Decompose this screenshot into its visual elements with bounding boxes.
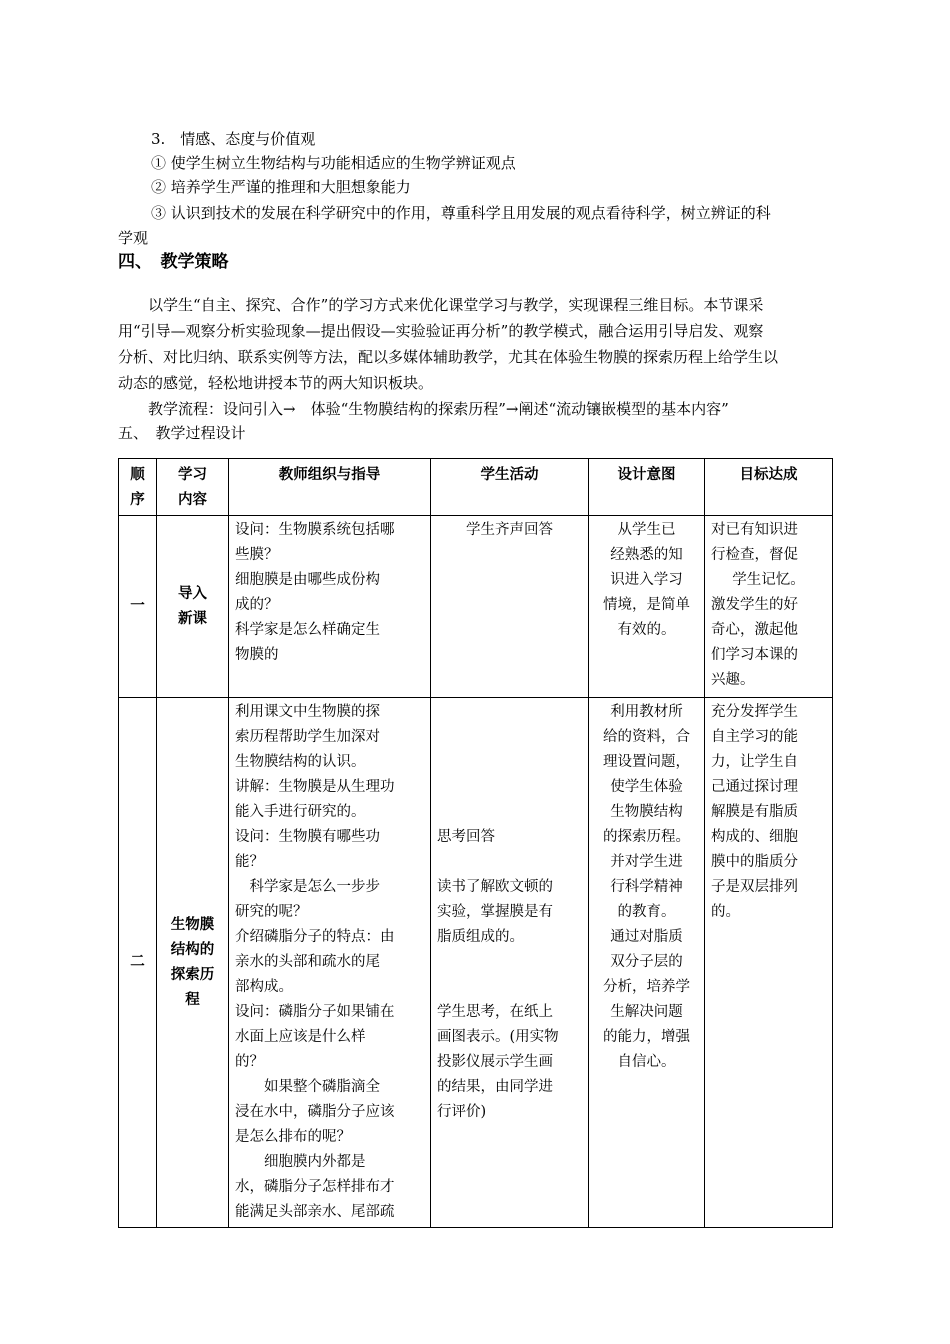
row2-seq: 二 (119, 698, 157, 1228)
section3-title: 3. 情感、态度与价值观 (151, 130, 316, 148)
section4-heading: 四、 教学策略 (118, 252, 229, 272)
section4-line-3: 分析、对比归纳、联系实例等方法，配以多媒体辅助教学，尤其在体验生物膜的探索历程上给学生以 (118, 348, 779, 366)
section4-line-2: 用“引导—观察分析实验现象—提出假设—实验验证再分析”的教学模式，融合运用引导启发、观察 (118, 322, 764, 340)
row1-seq: 一 (119, 516, 157, 698)
section4-line-4: 动态的感觉，轻松地讲授本节的两大知识板块。 (118, 374, 434, 392)
row1-topic: 导入 新课 (157, 516, 229, 698)
row2-goal: 充分发挥学生 自主学习的能 力，让学生自 己通过探讨理 解膜是有脂质 构成的、细胞 膜中的脂质分 子是双层排列 的。 (705, 698, 833, 1228)
row1-teacher: 设问：生物膜系统包括哪 些膜？ 细胞膜是由哪些成份构 成的？ 科学家是怎么样确定生 物膜的 (229, 516, 431, 698)
section3-item-3-cont: 学观 (118, 229, 149, 247)
table-header-row (119, 459, 833, 516)
row1-goal: 对已有知识进 行检查，督促 学生记忆。 激发学生的好 奇心，激起他 们学习本课的 兴趣。 (705, 516, 833, 698)
header-intent: 设计意图 (589, 459, 705, 516)
header-student: 学生活动 (431, 459, 589, 516)
row2-student: 思考回答 读书了解欧文顿的 实验，掌握膜是有 脂质组成的。 学生思考，在纸上 画图表示。(用实物 投影仪展示学生画 的结果，由同学进 行评价) (431, 698, 589, 1228)
header-content: 学习 内容 (157, 459, 229, 516)
row2-teacher: 利用课文中生物膜的探 索历程帮助学生加深对 生物膜结构的认识。 讲解：生物膜是从生理功 能入手进行研究的。 设问：生物膜有哪些功 能？ 科学家是怎么一步步 研究的呢？ 介绍磷脂分子的特点：由 亲水的头部和疏水的尾 部构成。 设问：磷脂分子如果铺在 水面上应该是什么样 的？ 如果整个磷脂滴全 浸在水中，磷脂分子应该 是怎么排布的呢？ 细胞膜内外都是 水，磷脂分子怎样排布才 能满足头部亲水、尾部疏 (229, 698, 431, 1228)
header-goal: 目标达成 (705, 459, 833, 516)
section3-item-3: ③ 认识到技术的发展在科学研究中的作用，尊重科学且用发展的观点看待科学，树立辨证的科 (151, 204, 771, 222)
teaching-process-table (118, 458, 833, 1228)
section4-line-1: 以学生“自主、探究、合作”的学习方式来优化课堂学习与教学，实现课程三维目标。本节课采 (118, 296, 764, 314)
row1-student: 学生齐声回答 (431, 516, 589, 698)
table-row (119, 516, 833, 698)
row2-intent: 利用教材所 给的资料，合 理设置问题， 使学生体验 生物膜结构 的探索历程。 并对学生进 行科学精神 的教育。 通过对脂质 双分子层的 分析，培养学 生解决问题 的能力，增强 自信心。 (589, 698, 705, 1228)
table-row (119, 698, 833, 1228)
row2-topic: 生物膜 结构的 探索历 程 (157, 698, 229, 1228)
header-teacher: 教师组织与指导 (229, 459, 431, 516)
section3-item-2: ② 培养学生严谨的推理和大胆想象能力 (151, 178, 411, 196)
section4-paragraph (118, 292, 778, 396)
section5-heading: 五、 教学过程设计 (118, 424, 246, 442)
section3-item-1: ① 使学生树立生物结构与功能相适应的生物学辨证观点 (151, 154, 516, 172)
header-seq: 顺 序 (119, 459, 157, 516)
teaching-flow: 教学流程：设问引入→ 体验“生物膜结构的探索历程”→阐述“流动镶嵌模型的基本内容” (118, 400, 729, 418)
row1-intent: 从学生已 经熟悉的知 识进入学习 情境，是简单 有效的。 (589, 516, 705, 698)
